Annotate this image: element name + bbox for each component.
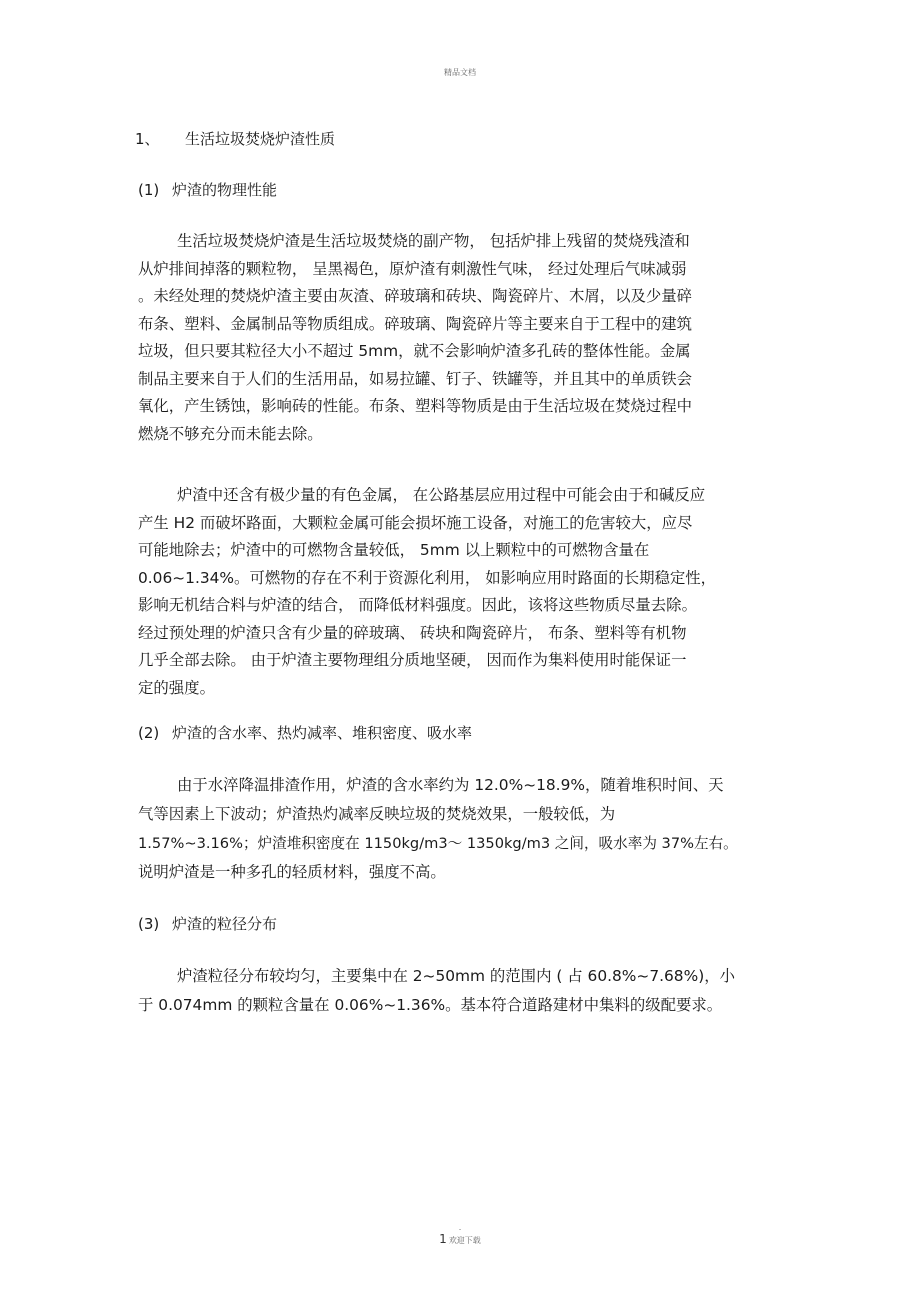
paragraph-line: 气等因素上下波动；炉渣热灼减率反映垃圾的焚烧效果，一般较低，为 (138, 805, 616, 823)
subsection-heading-1 (138, 179, 778, 200)
subsection-title: 炉渣的含水率、热灼减率、堆积密度、吸水率 (172, 724, 473, 742)
paragraph-line: 从炉排间掉落的颗粒物， 呈黑褐色，原炉渣有刺激性气味， 经过处理后气味减弱 (138, 259, 687, 278)
subsection-number: (3) (138, 914, 160, 933)
paragraph-line: 0.06~1.34%。可燃物的存在不利于资源化利用， 如影响应用时路面的长期稳定性， (138, 568, 717, 587)
page-footer (0, 1224, 920, 1246)
paragraph-line: 产生 H2 而破坏路面，大颗粒金属可能会损坏施工设备，对施工的危害较大，应尽 (138, 513, 693, 532)
subsection-number: (1) (138, 180, 160, 199)
paragraph-line: 影响无机结合料与炉渣的结合， 而降低材料强度。因此，该将这些物质尽量去除。 (138, 596, 697, 614)
subsection-heading-3 (138, 913, 778, 934)
subsection-title: 炉渣的粒径分布 (172, 915, 278, 933)
subsection-title: 炉渣的物理性能 (172, 181, 278, 199)
paragraph-line: 生活垃圾焚烧炉渣是生活垃圾焚烧的副产物， 包括炉排上残留的焚烧残渣和 (177, 232, 690, 250)
paragraph-line: 。未经处理的焚烧炉渣主要由灰渣、碎玻璃和砖块、陶瓷碎片、木屑，以及少量碎 (138, 287, 693, 305)
paragraph-line: 几乎全部去除。 由于炉渣主要物理组分质地坚硬， 因而作为集料使用时能保证一 (138, 651, 687, 669)
subsection-number: (2) (138, 723, 160, 742)
page-header: 精品文档 (444, 68, 476, 77)
paragraph-line: 定的强度。 (138, 678, 215, 697)
paragraph-line: 制品主要来自于人们的生活用品，如易拉罐、钉子、铁罐等，并且其中的单质铁会 (138, 369, 693, 388)
paragraph-line: 炉渣中还含有极少量的有色金属， 在公路基层应用过程中可能会由于和碱反应 (177, 486, 706, 504)
section-heading (135, 128, 778, 149)
paragraph-line: 燃烧不够充分而未能去除。 (138, 424, 323, 443)
paragraph-line: 氧化，产生锈蚀，影响砖的性能。布条、塑料等物质是由于生活垃圾在焚烧过程中 (138, 397, 693, 415)
paragraph-line: 说明炉渣是一种多孔的轻质材料，强度不高。 (138, 863, 446, 881)
paragraph-metals-combustibles (138, 482, 778, 702)
paragraph-line: 1.57%~3.16%；炉渣堆积密度在 1150kg/m3～ 1350kg/m3 之间，吸水率为 37%左右。 (138, 835, 738, 852)
document-body (135, 128, 778, 1020)
page-number: 1 (439, 1232, 447, 1246)
paragraph-line: 炉渣粒径分布较均匀，主要集中在 2~50mm 的范围内 ( 占 60.8%~7.68%)，小 (177, 967, 736, 985)
section-number: 1、 (135, 130, 160, 148)
paragraph-line: 经过预处理的炉渣只含有少量的碎玻璃、 砖块和陶瓷碎片， 布条、塑料等有机物 (138, 623, 687, 642)
paragraph-physical-properties (138, 228, 778, 448)
paragraph-particle-size (138, 962, 778, 1020)
section-title: 生活垃圾焚烧炉渣性质 (185, 130, 336, 148)
paragraph-line: 由于水淬降温排渣作用，炉渣的含水率约为 12.0%~18.9%，随着堆积时间、天 (177, 776, 724, 794)
subsection-heading-2 (138, 722, 778, 743)
paragraph-line: 于 0.074mm 的颗粒含量在 0.06%~1.36%。基本符合道路建材中集料的级配要求。 (138, 996, 723, 1014)
paragraph-line: 垃圾，但只要其粒径大小不超过 5mm，就不会影响炉渣多孔砖的整体性能。金属 (138, 342, 691, 360)
footer-dot: . (458, 1223, 462, 1232)
footer-text: 欢迎下载 (448, 1236, 481, 1245)
paragraph-line: 布条、塑料、金属制品等物质组成。碎玻璃、陶瓷碎片等主要来自于工程中的建筑 (138, 314, 693, 333)
paragraph-moisture-density (138, 771, 778, 887)
paragraph-line: 可能地除去；炉渣中的可燃物含量较低， 5mm 以上颗粒中的可燃物含量在 (138, 541, 650, 559)
